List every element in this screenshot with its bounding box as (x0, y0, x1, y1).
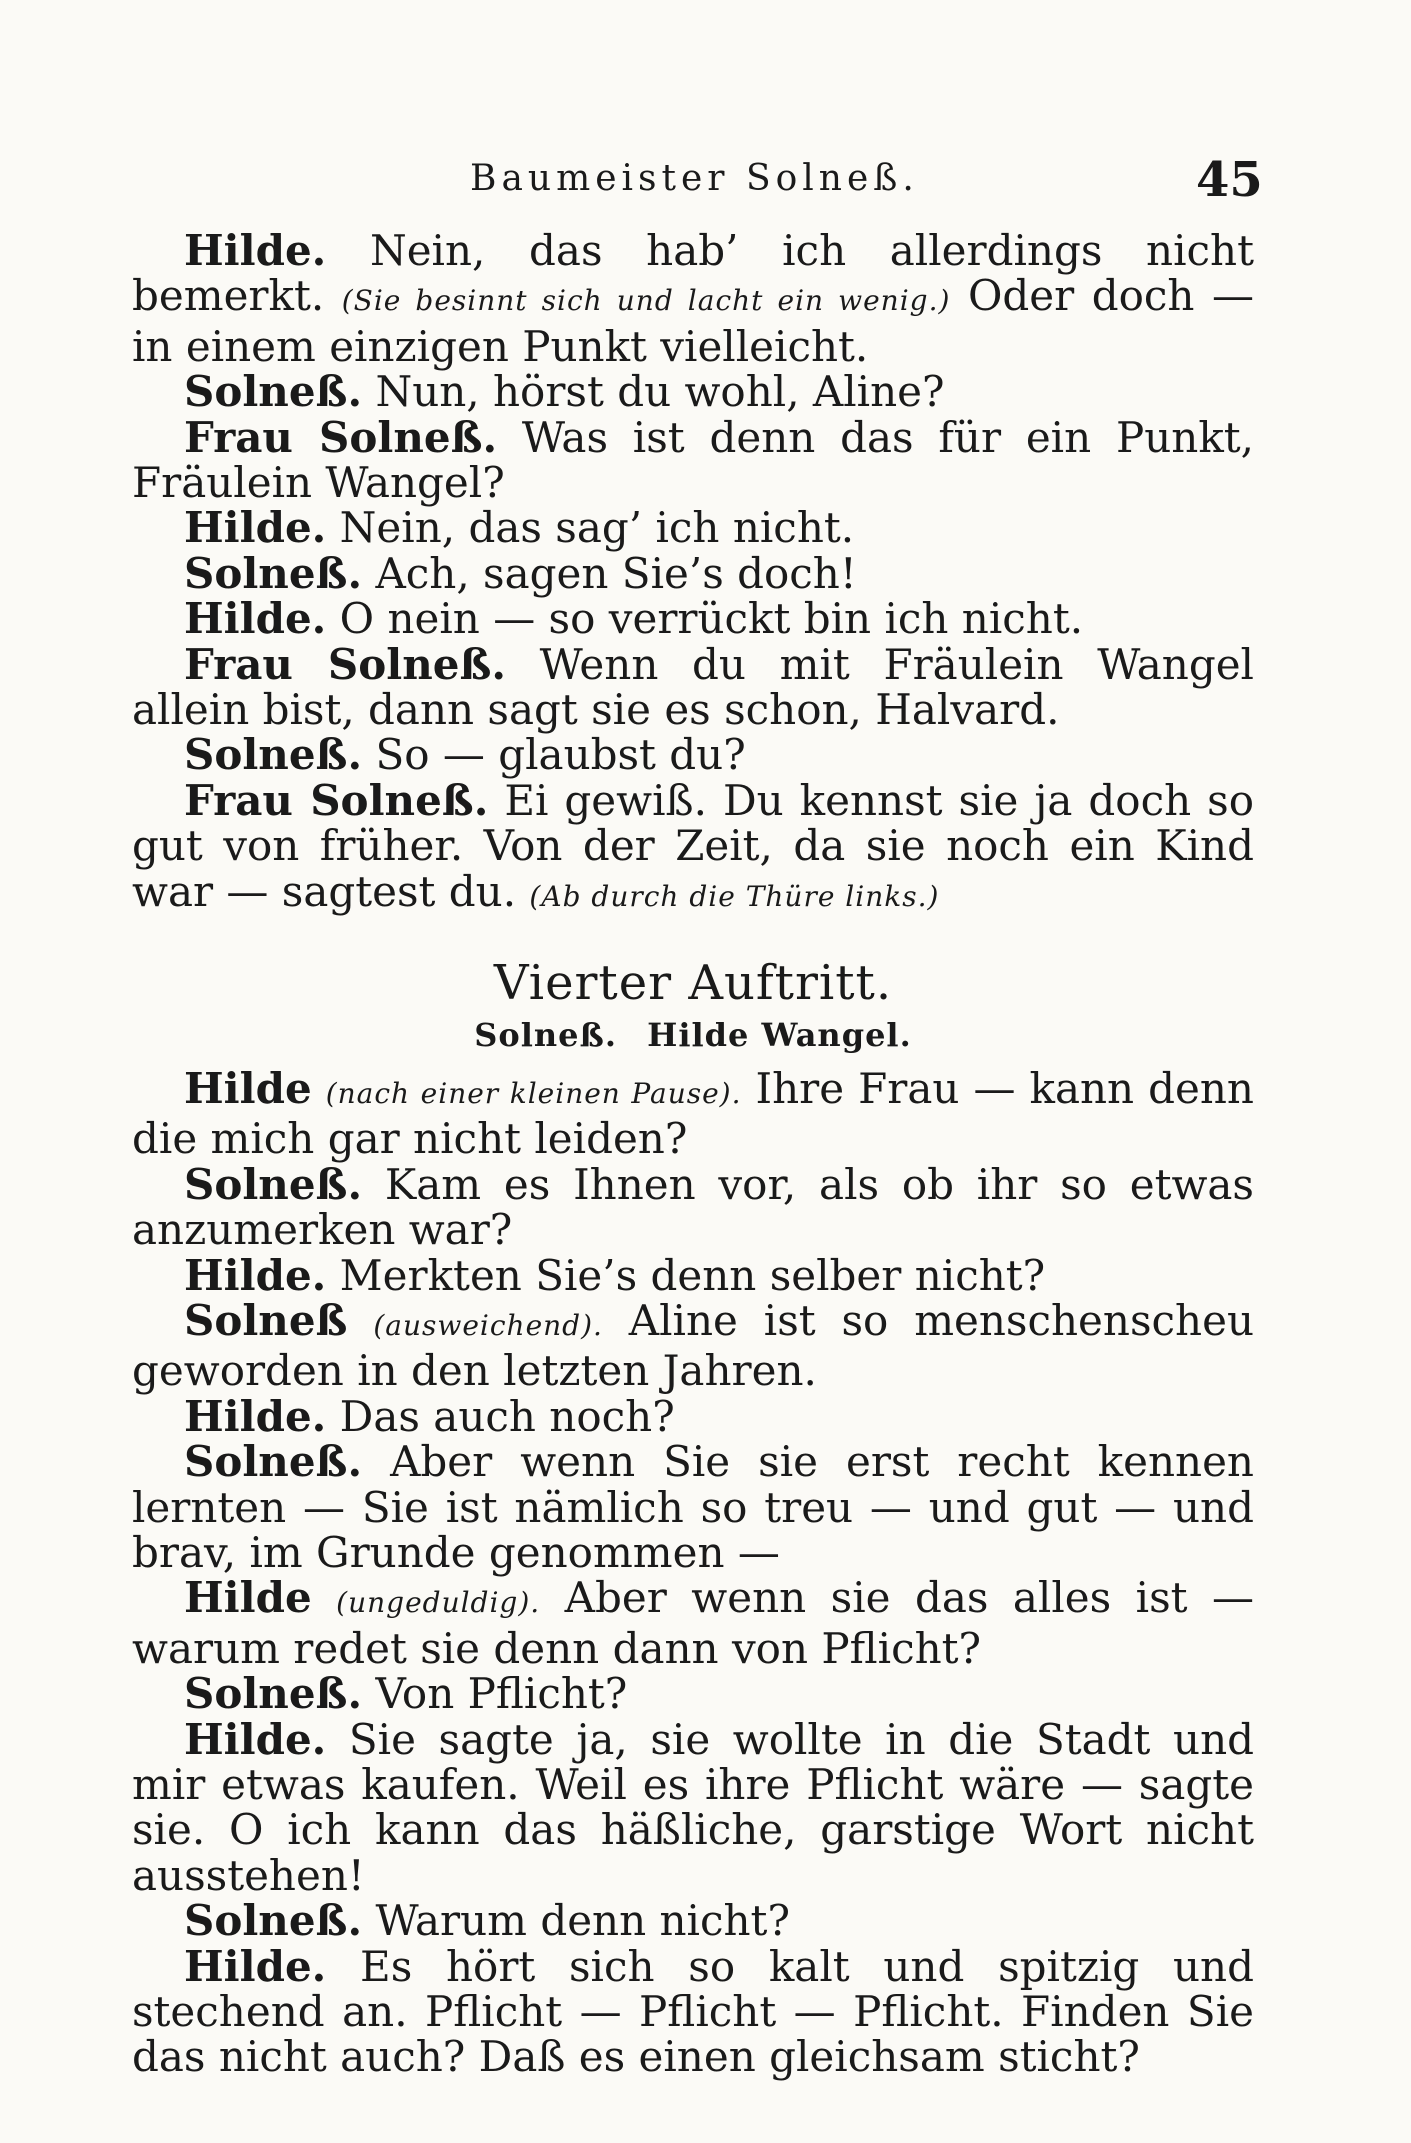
speech-solness-3 (132, 730, 1254, 780)
speech-hilde-2 (132, 503, 1254, 553)
speech-text: Es hört sich so kalt und spitzig und stechend an. Pflicht — Pflicht — Pflicht. Finden Sie das nicht auch? Daß es einen gleichsam sticht? (132, 1941, 1254, 2082)
speaker-name: Solneß. (184, 1896, 363, 1946)
speech-hilde-7 (132, 1575, 1254, 1671)
speech-text: Wenn du mit Fräulein Wangel allein bist, dann sagt sie es schon, Halvard. (132, 639, 1254, 735)
speech-text: Nein, das hab’ ich allerdings nicht bemerkt. (132, 226, 1254, 321)
speaker-name: Hilde. (184, 1250, 327, 1300)
speech-text: Merkten Sie’s denn selber nicht? (339, 1250, 1046, 1300)
cast-member: Hilde Wangel. (647, 1015, 912, 1054)
scene-cast (132, 1013, 1254, 1058)
speaker-name: Hilde. (184, 594, 327, 644)
speaker-name: Frau Solneß. (184, 775, 489, 825)
speech-text: Was ist denn das für ein Punkt, Fräulein Wangel? (132, 412, 1254, 508)
stage-direction: (Sie besinnt sich und lacht ein wenig.) (341, 284, 951, 318)
speech-text: Warum denn nicht? (375, 1896, 790, 1946)
speech-text: Aber wenn sie das alles ist — warum redet sie denn dann von Pflicht? (132, 1573, 1254, 1673)
speaker-name: Solneß. (184, 730, 363, 780)
cast-member: Solneß. (474, 1015, 617, 1054)
speaker-name: Solneß. (184, 548, 363, 598)
page-number: 45 (1196, 152, 1263, 208)
speech-text: Kam es Ihnen vor, als ob ihr so etwas anzumerken war? (132, 1159, 1254, 1255)
speech-solness-6 (132, 1439, 1254, 1575)
speech-text: Aline ist so menschenscheu geworden in den letzten Jahren. (132, 1295, 1254, 1396)
speaker-name: Hilde. (184, 1941, 327, 1991)
speech-solness-7 (132, 1669, 1254, 1719)
page-body (132, 228, 1254, 2080)
speech-solness-1 (132, 367, 1254, 417)
stage-direction: (ungeduldig). (336, 1586, 541, 1620)
speaker-name: Hilde (184, 1063, 312, 1113)
speaker-name: Hilde. (184, 1391, 327, 1441)
speech-text: Nein, das sag’ ich nicht. (339, 503, 855, 553)
speech-hilde-4 (132, 1063, 1254, 1164)
stage-direction: (Ab durch die Thüre links.) (529, 879, 940, 913)
speaker-name: Solneß. (184, 1669, 363, 1719)
speaker-name: Solneß. (184, 367, 363, 417)
speech-text: Ihre Frau — kann denn die mich gar nicht leiden? (132, 1063, 1254, 1164)
speech-text: O nein — so verrückt bin ich nicht. (339, 594, 1084, 644)
speech-text: Sie sagte ja, sie wollte in die Stadt und mir etwas kaufen. Weil es ihre Pflicht wäre — sagte sie. O ich kann das häßliche, garstige Wort nicht ausstehen! (132, 1714, 1255, 1900)
speech-hilde-6 (132, 1391, 1254, 1441)
speaker-name: Hilde. (184, 1714, 327, 1764)
speech-solness-4 (132, 1159, 1254, 1255)
stage-direction: (nach einer kleinen Pause). (325, 1076, 742, 1110)
speech-text: So — glaubst du? (375, 730, 746, 780)
speech-hilde-9 (132, 1941, 1254, 2082)
stage-direction: (ausweichend). (373, 1308, 603, 1342)
speech-text: Oder doch — in einem einzigen Punkt vielleicht. (132, 271, 1254, 371)
speaker-name: Frau Solneß. (184, 639, 506, 689)
speech-hilde-3 (132, 594, 1254, 644)
speech-text: Von Pflicht? (375, 1669, 628, 1719)
running-title: Baumeister Solneß. (470, 158, 919, 199)
speech-solness-2 (132, 548, 1254, 598)
scene-heading: Vierter Auftritt. (493, 955, 893, 1012)
speaker-name: Solneß. (184, 1437, 363, 1487)
speaker-name: Frau Solneß. (184, 412, 498, 462)
running-head (0, 152, 1411, 212)
speech-solness-5 (132, 1295, 1254, 1396)
speech-frau-solness-2 (132, 639, 1254, 735)
speech-frau-solness-3 (132, 775, 1254, 919)
speech-text: Ach, sagen Sie’s doch! (375, 548, 857, 598)
speech-hilde-5 (132, 1250, 1254, 1300)
speaker-name: Solneß. (184, 1159, 363, 1209)
speech-hilde-8 (132, 1714, 1255, 1900)
speaker-name: Hilde (184, 1573, 312, 1623)
speech-text: Ei gewiß. Du kennst sie ja doch so gut von früher. Von der Zeit, da sie noch ein Kind war — sagtest du. (132, 775, 1254, 916)
speaker-name: Hilde. (184, 503, 327, 553)
speech-solness-8 (132, 1896, 1254, 1946)
speech-text: Aber wenn Sie sie erst recht kennen lernten — Sie ist nämlich so treu — und gut — und brav, im Grunde genommen — (132, 1437, 1254, 1577)
speech-frau-solness-1 (132, 412, 1254, 508)
speaker-name: Solneß (184, 1295, 348, 1345)
speech-text: Das auch noch? (339, 1391, 675, 1441)
speech-text: Nun, hörst du wohl, Aline? (375, 367, 945, 417)
speech-hilde-1 (132, 228, 1254, 369)
speaker-name: Hilde. (184, 226, 327, 275)
